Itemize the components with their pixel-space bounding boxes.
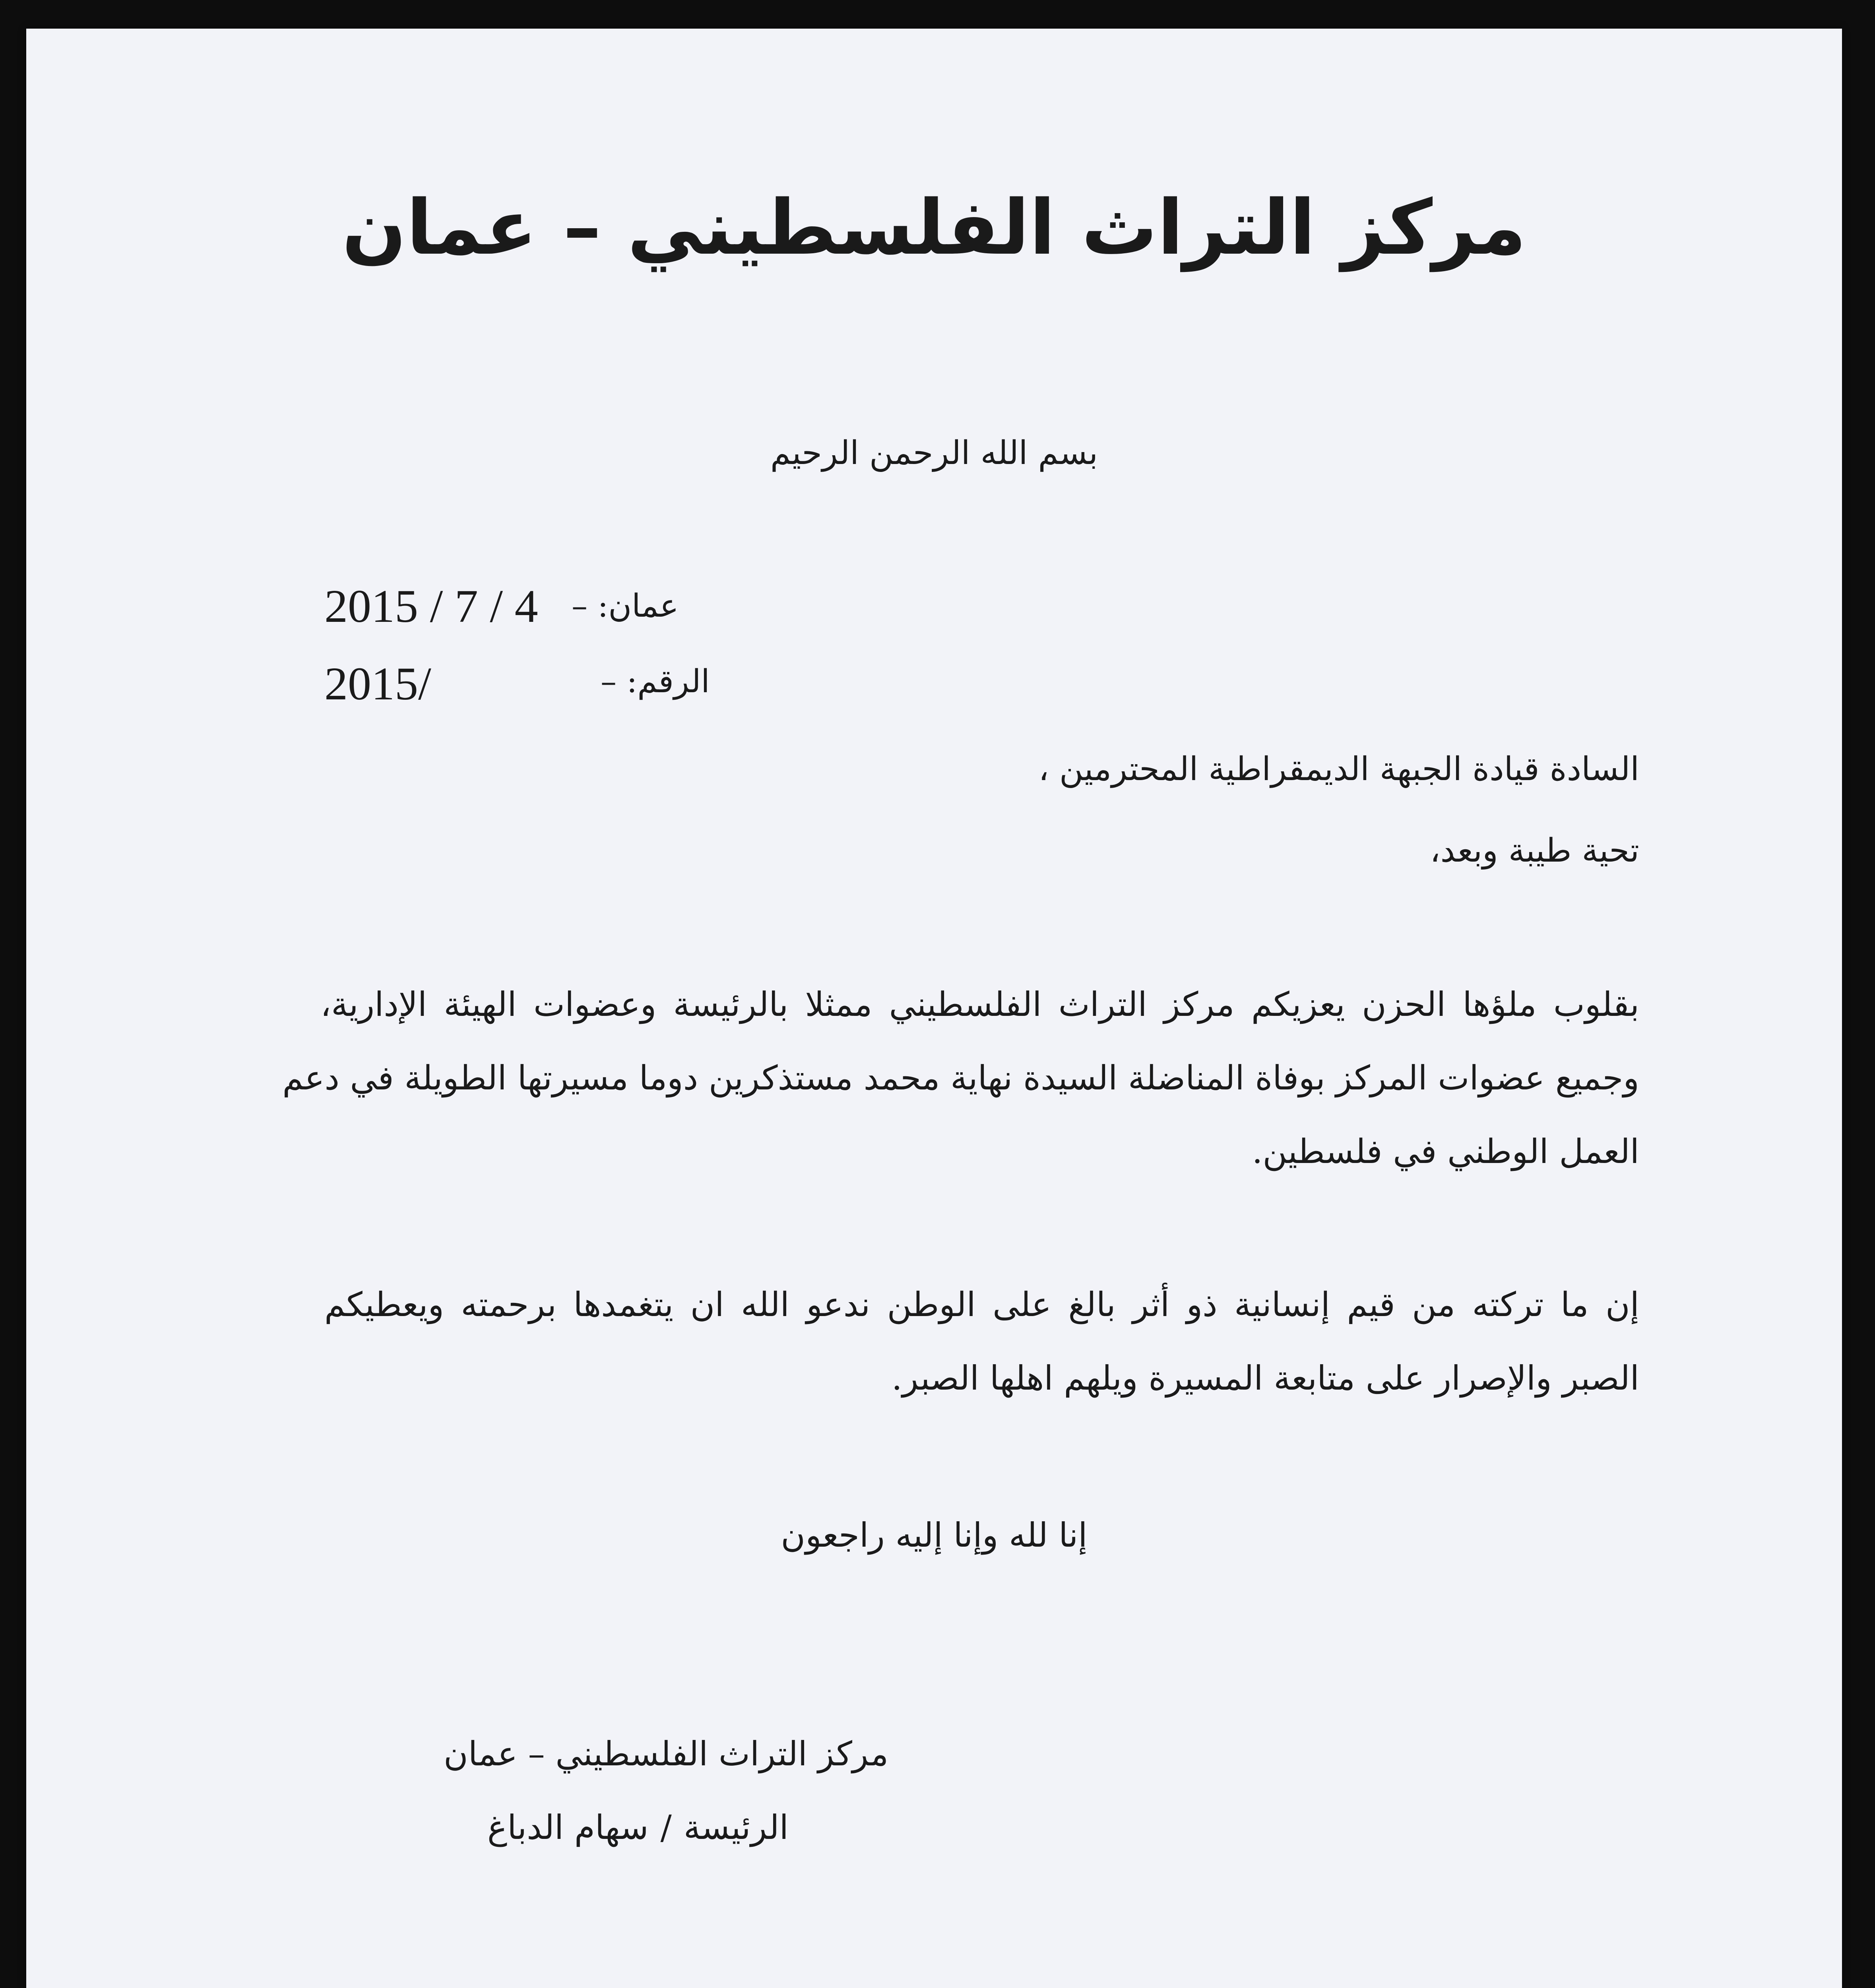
reference-value: 2015/ bbox=[324, 658, 431, 710]
signature-separator: / bbox=[660, 1808, 672, 1847]
signature-name: سهام الدباغ bbox=[487, 1808, 649, 1847]
paragraph1-line3: العمل الوطني في فلسطين. bbox=[1252, 1132, 1639, 1171]
basmala: بسم الله الرحمن الرحيم bbox=[770, 434, 1098, 472]
reference-label: الرقم: – bbox=[601, 663, 710, 700]
signature-role: الرئيسة bbox=[683, 1808, 789, 1847]
letterhead-title: مركز التراث الفلسطيني – عمان bbox=[342, 184, 1526, 272]
paragraph1-line1: بقلوب ملؤها الحزن يعزيكم مركز التراث الفلسطيني ممثلا بالرئيسة وعضوات الهيئة الإدارية، bbox=[320, 985, 1639, 1024]
signature-organization: مركز التراث الفلسطيني – عمان bbox=[444, 1734, 889, 1773]
closing-line: إنا لله وإنا إليه راجعون bbox=[781, 1516, 1088, 1555]
signature-block bbox=[487, 1808, 789, 1847]
paragraph2-line1: إن ما تركته من قيم إنسانية ذو أثر بالغ على الوطن ندعو الله ان يتغمدها برحمته ويعطيكم bbox=[324, 1285, 1639, 1324]
addressee-line: السادة قيادة الجبهة الديمقراطية المحترمين ، bbox=[1038, 750, 1639, 788]
date-value: 2015 / 7 / 4 bbox=[324, 580, 538, 632]
date-label: عمان: – bbox=[572, 587, 679, 624]
greeting-line: تحية طيبة وبعد، bbox=[1430, 832, 1639, 870]
paragraph1-line2: وجميع عضوات المركز بوفاة المناضلة السيدة نهاية محمد مستذكرين دوما مسيرتها الطويلة في دعم bbox=[282, 1058, 1639, 1097]
letter-page bbox=[26, 29, 1842, 1988]
paragraph2-line2: الصبر والإصرار على متابعة المسيرة ويلهم اهلها الصبر. bbox=[891, 1359, 1639, 1398]
